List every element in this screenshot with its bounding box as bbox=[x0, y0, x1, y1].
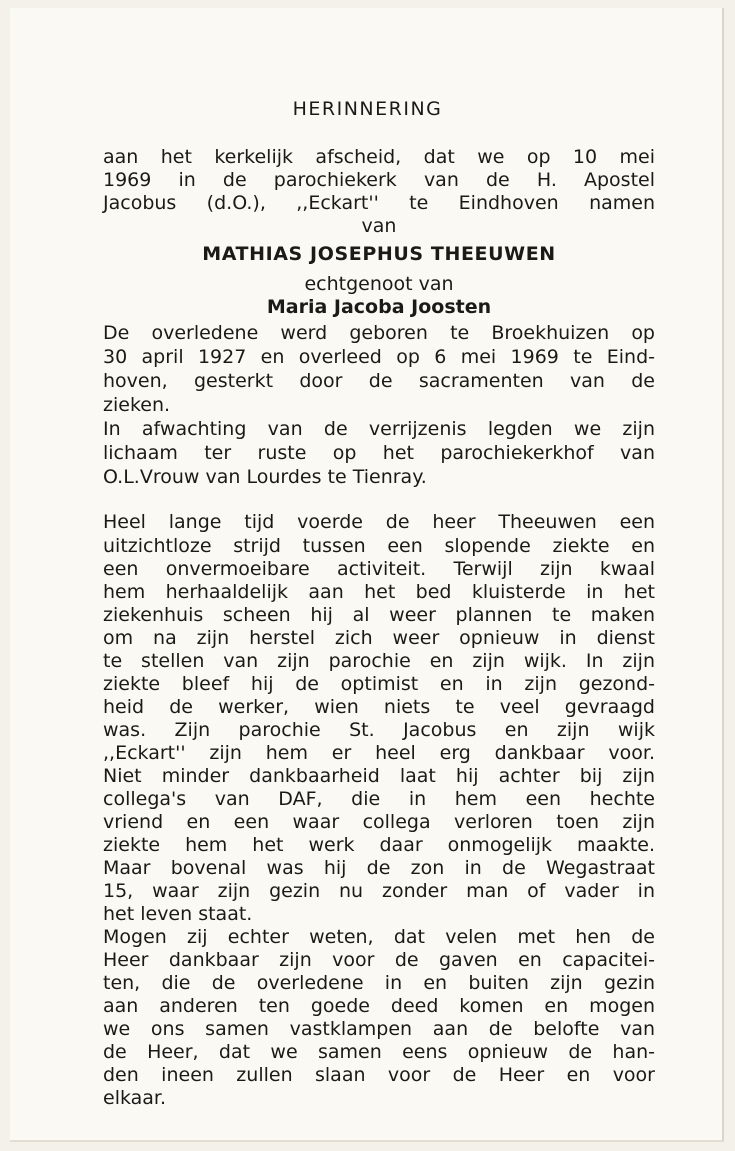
text-line: den ineen zullen slaan voor de Heer en voor bbox=[103, 1064, 655, 1086]
text-line: we ons samen vastklampen aan de belofte van bbox=[103, 1018, 655, 1040]
text-line: was. Zijn parochie St. Jacobus en zijn wijk bbox=[103, 719, 655, 741]
text-line: Niet minder dankbaarheid laat hij achter bij zijn bbox=[103, 765, 655, 787]
text-line: heid de werker, wien niets te veel gevraagd bbox=[103, 696, 655, 718]
text-line: hem herhaaldelijk aan het bed kluisterde in het bbox=[103, 581, 655, 603]
text-line: Heel lange tijd voerde de heer Theeuwen een bbox=[103, 511, 655, 533]
text-line: het leven staat. bbox=[103, 903, 253, 925]
intro-line: 1969 in de parochiekerk van de H. Apostel bbox=[103, 169, 655, 191]
text-line: zieken. bbox=[103, 394, 171, 416]
text-line: te stellen van zijn parochie en zijn wijk. In zijn bbox=[103, 650, 655, 672]
intro-line: aan het kerkelijk afscheid, dat we op 10 mei bbox=[103, 146, 655, 168]
text-line: De overledene werd geboren te Broekhuizen op bbox=[103, 322, 655, 344]
text-line: Maar bovenal was hij de zon in de Wegastraat bbox=[103, 857, 655, 879]
intro-line: Jacobus (d.O.), ,,Eckart'' te Eindhoven namen bbox=[103, 192, 655, 214]
text-line: aan anderen ten goede deed komen en mogen bbox=[103, 995, 655, 1017]
text-line: collega's van DAF, die in hem een hechte bbox=[103, 788, 655, 810]
text-line: om na zijn herstel zich weer opnieuw in dienst bbox=[103, 627, 655, 649]
deceased-name: MATHIAS JOSEPHUS THEEUWEN bbox=[202, 243, 556, 265]
text-line: In afwachting van de verrijzenis legden we zijn bbox=[103, 418, 655, 440]
text-line: Heer dankbaar zijn voor de gaven en capacitei- bbox=[103, 949, 655, 971]
text-line: hoven, gesterkt door de sacramenten van de bbox=[103, 370, 655, 392]
spouse-name: Maria Jacoba Joosten bbox=[266, 296, 492, 318]
van-label: van bbox=[361, 215, 397, 237]
heading: HERINNERING bbox=[292, 98, 443, 120]
text-line: de Heer, dat we samen eens opnieuw de han- bbox=[103, 1041, 655, 1063]
text-line: ziekenhuis scheen hij al weer plannen te maken bbox=[103, 604, 655, 626]
text-line: elkaar. bbox=[103, 1087, 167, 1109]
spouse-label: echtgenoot van bbox=[304, 273, 454, 295]
text-line: ,,Eckart'' zijn hem er heel erg dankbaar voor. bbox=[103, 742, 655, 764]
text-line: 30 april 1927 en overleed op 6 mei 1969 te Eind- bbox=[103, 346, 655, 368]
text-line: lichaam ter ruste op het parochiekerkhof van bbox=[103, 442, 655, 464]
text-line: O.L.Vrouw van Lourdes te Tienray. bbox=[103, 466, 427, 488]
text-line: ziekte hem het werk daar onmogelijk maakte. bbox=[103, 834, 655, 856]
text-line: ziekte bleef hij de optimist en in zijn gezond- bbox=[103, 673, 655, 695]
text-line: Mogen zij echter weten, dat velen met hen de bbox=[103, 926, 655, 948]
text-line: 15, waar zijn gezin nu zonder man of vader in bbox=[103, 880, 655, 902]
text-line: vriend en een waar collega verloren toen zijn bbox=[103, 811, 655, 833]
text-line: een onvermoeibare activiteit. Terwijl zijn kwaal bbox=[103, 558, 655, 580]
text-line: uitzichtloze strijd tussen een slopende ziekte en bbox=[103, 535, 655, 557]
text-line: ten, die de overledene in en buiten zijn gezin bbox=[103, 972, 655, 994]
